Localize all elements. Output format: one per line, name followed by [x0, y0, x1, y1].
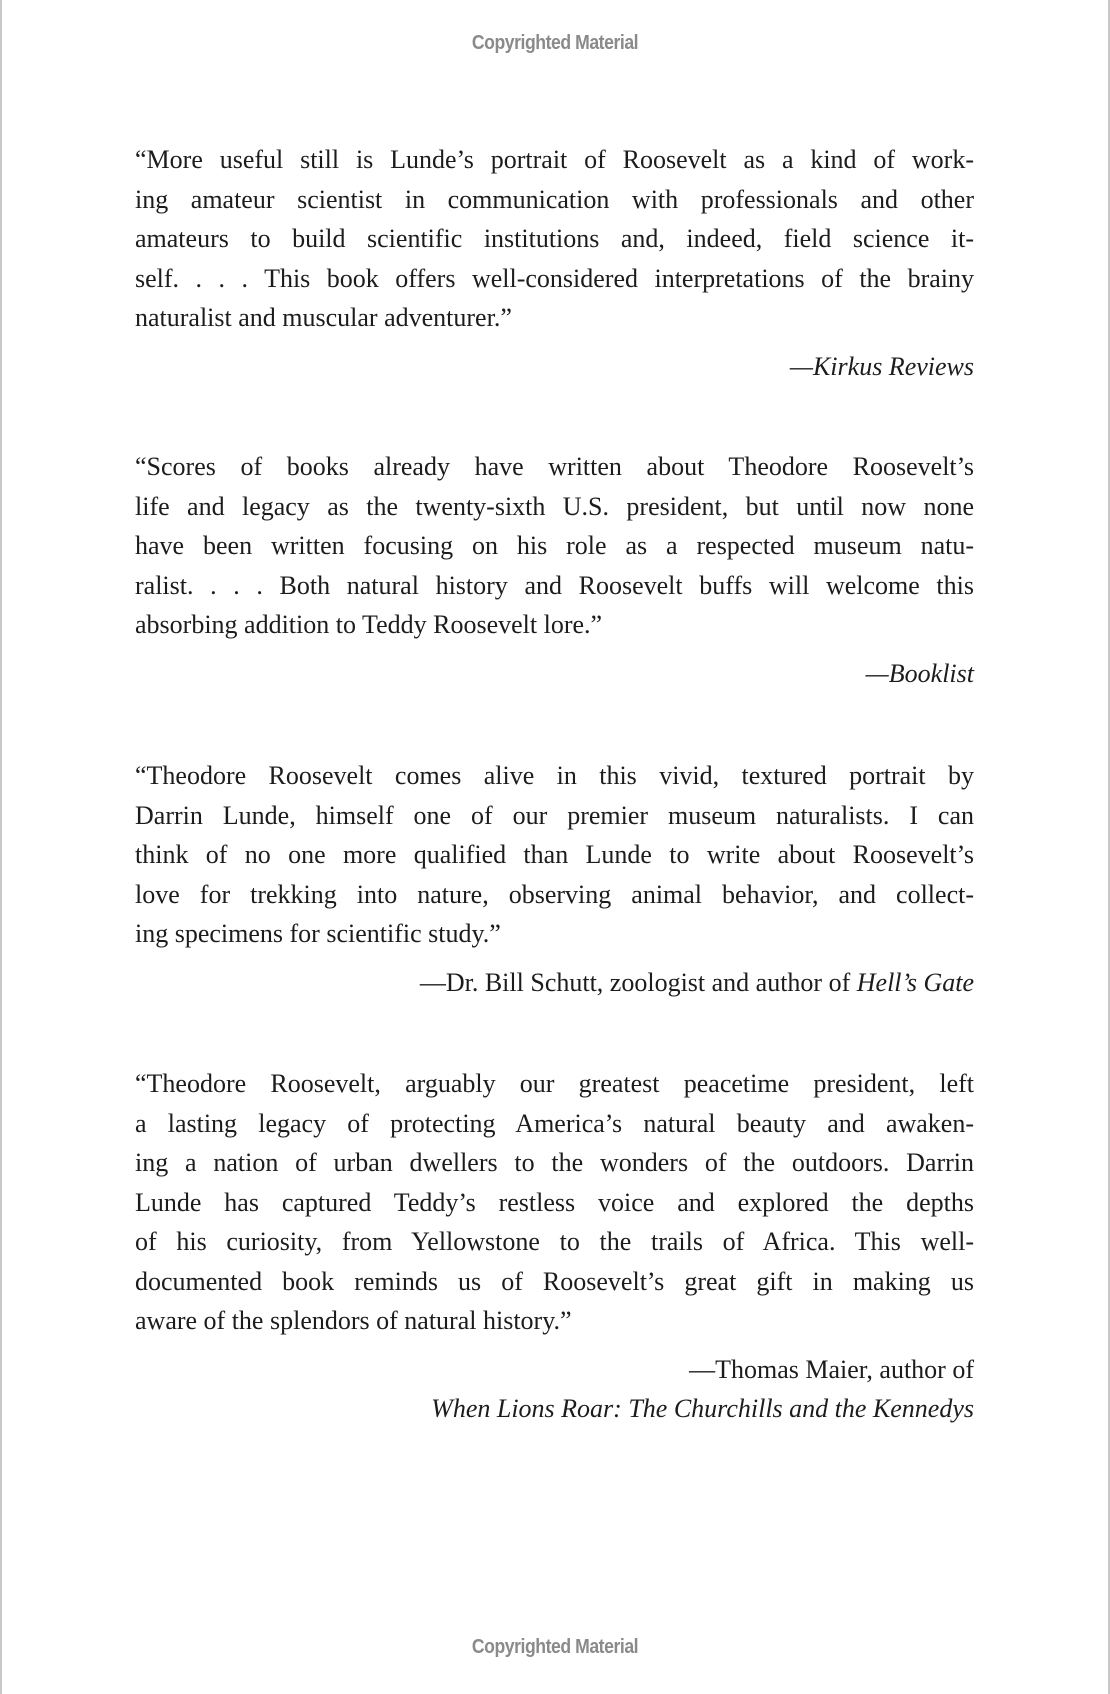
quote-line: self. . . . This book offers well-considered interpretations of the brainy — [135, 263, 974, 293]
attribution-dash: — — [865, 658, 889, 688]
blurb-thomas-maier — [135, 1064, 974, 1429]
quote-line: “More useful still is Lunde’s portrait of Roosevelt as a kind of work- — [135, 145, 974, 174]
quote-line: ing a nation of urban dwellers to the wonders of the outdoors. Darrin — [135, 1148, 974, 1177]
blurb-kirkus — [135, 140, 974, 386]
attribution-book-title: Hell’s Gate — [856, 967, 974, 997]
blurb-attribution — [135, 1350, 974, 1429]
attribution-text: —Dr. Bill Schutt, zoologist and author of — [419, 967, 857, 997]
attribution-text: —Thomas Maier, author of — [689, 1354, 974, 1384]
quote-line: “Theodore Roosevelt, arguably our greatest peacetime president, left — [135, 1069, 974, 1098]
blurb-quote — [135, 447, 974, 645]
quote-line: a lasting legacy of protecting America’s natural beauty and awaken- — [135, 1108, 974, 1138]
quote-line: ing amateur scientist in communication with professionals and other — [135, 184, 974, 214]
attribution-source: Booklist — [888, 658, 974, 688]
copyright-watermark-bottom: Copyrighted Material — [471, 1636, 639, 1658]
quote-line: think of no one more qualified than Lunde to write about Roosevelt’s — [135, 840, 974, 869]
blurb-quote — [135, 1064, 974, 1341]
quote-line: absorbing addition to Teddy Roosevelt lore.” — [135, 610, 603, 639]
quote-line: aware of the splendors of natural history.” — [135, 1306, 572, 1335]
quote-line: ralist. . . . Both natural history and Roosevelt buffs will welcome this — [135, 570, 974, 600]
blurb-attribution — [135, 347, 974, 387]
attribution-book-title: When Lions Roar: The Churchills and the Kennedys — [431, 1394, 974, 1423]
blurb-quote — [135, 140, 974, 338]
quote-line: Lunde has captured Teddy’s restless voice and explored the depths — [135, 1187, 974, 1217]
quote-line: documented book reminds us of Roosevelt’s great gift in making us — [135, 1266, 974, 1296]
quote-line: Darrin Lunde, himself one of our premier museum naturalists. I can — [135, 800, 974, 830]
blurb-bill-schutt — [135, 756, 974, 1002]
quote-line: love for trekking into nature, observing animal behavior, and collect- — [135, 879, 974, 909]
quote-line: have been written focusing on his role as a respected museum natu- — [135, 531, 974, 560]
blurb-attribution — [135, 963, 974, 1003]
attribution-dash: — — [789, 351, 813, 381]
quote-line: amateurs to build scientific institutions and, indeed, field science it- — [135, 224, 974, 253]
blurb-attribution — [135, 654, 974, 694]
quote-line: of his curiosity, from Yellowstone to the trails of Africa. This well- — [135, 1227, 974, 1256]
quote-line: ing specimens for scientific study.” — [135, 919, 501, 948]
quote-line: “Scores of books already have written about Theodore Roosevelt’s — [135, 452, 974, 481]
quote-line: naturalist and muscular adventurer.” — [135, 303, 512, 332]
quote-line: life and legacy as the twenty-sixth U.S. president, but until now none — [135, 491, 974, 521]
blurb-quote — [135, 756, 974, 954]
copyright-watermark-top: Copyrighted Material — [471, 32, 639, 54]
quote-line: “Theodore Roosevelt comes alive in this vivid, textured portrait by — [135, 761, 974, 790]
attribution-source: Kirkus Reviews — [812, 351, 974, 381]
blurb-booklist — [135, 447, 974, 693]
